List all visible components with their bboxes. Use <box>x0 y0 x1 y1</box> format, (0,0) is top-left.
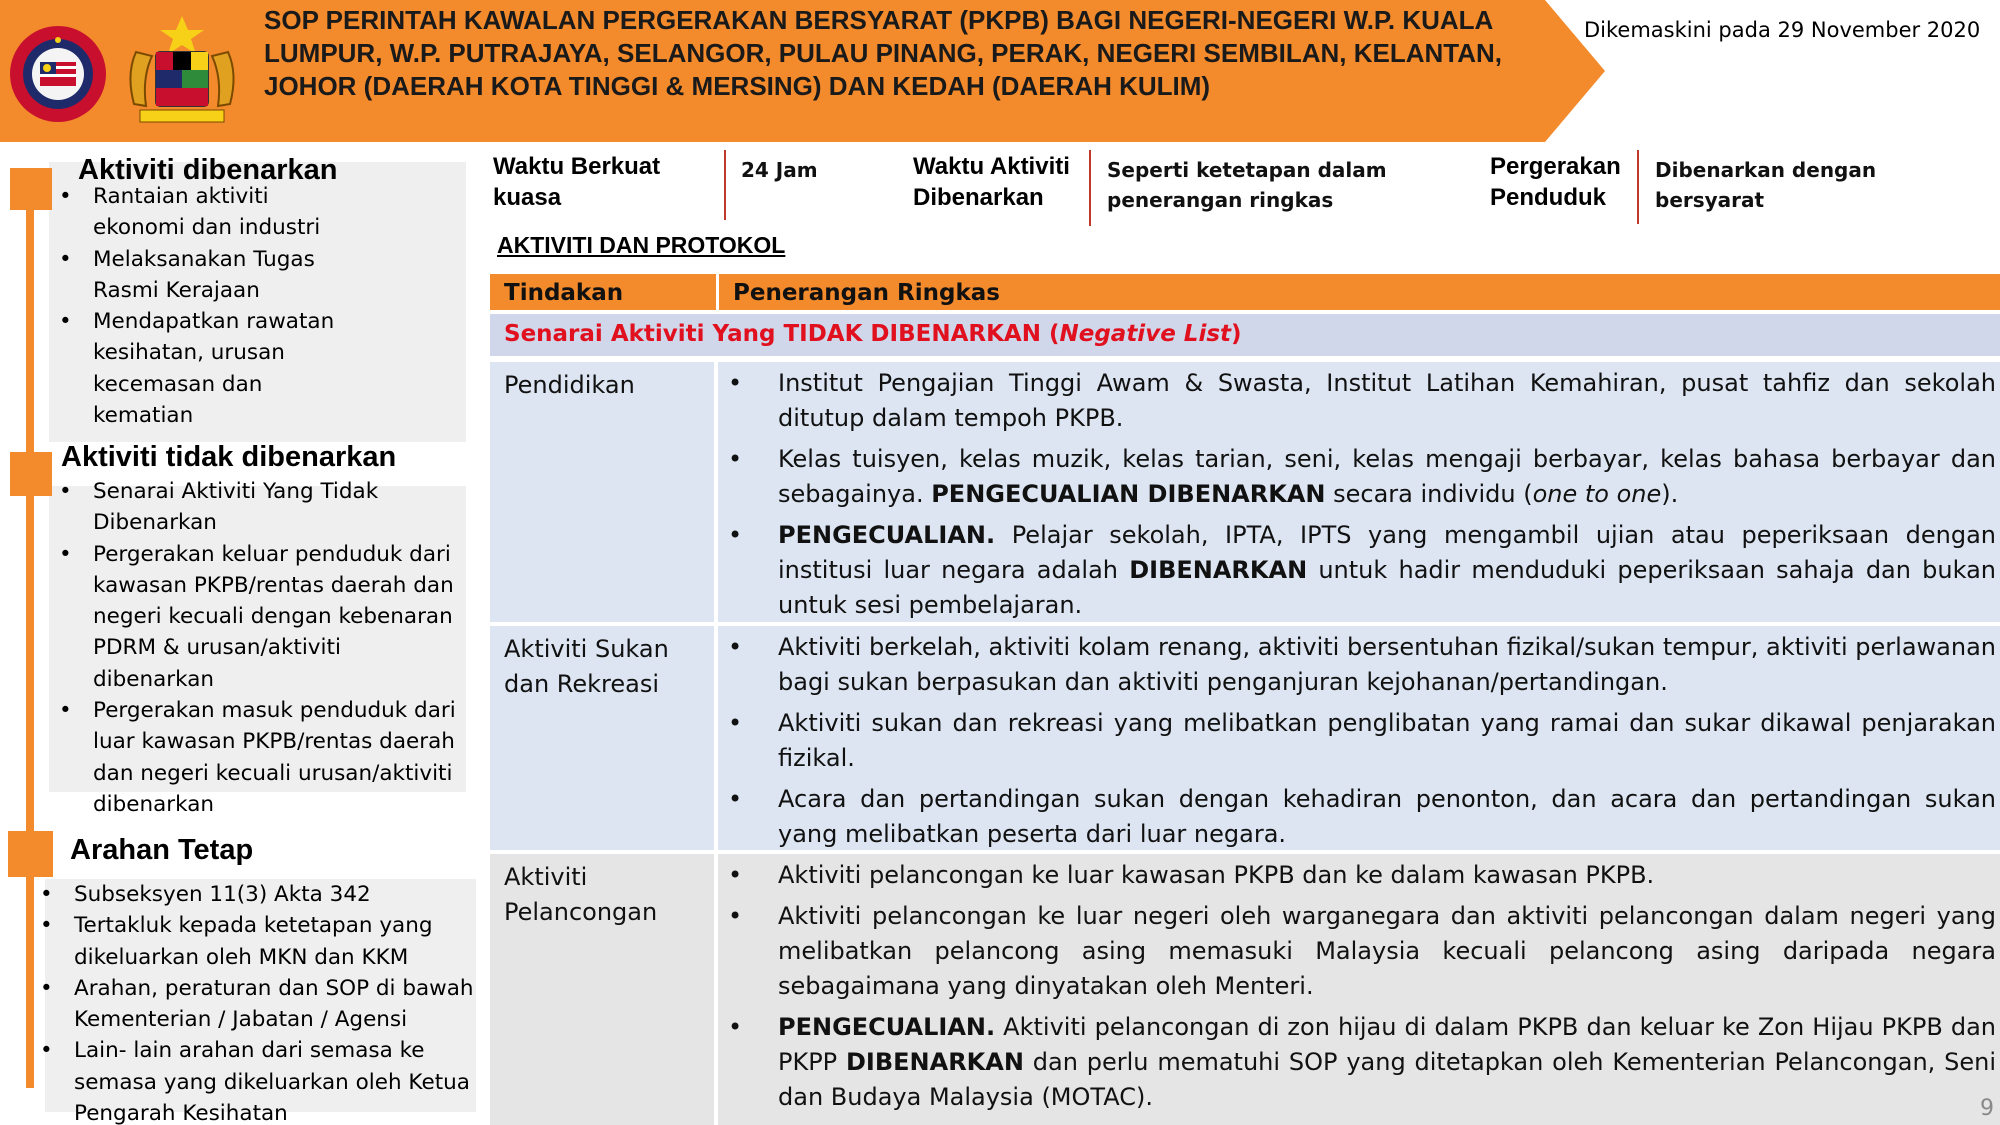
category-cell <box>490 854 714 1125</box>
timeline-line <box>26 190 34 1088</box>
list-item: • Kelas tuisyen, kelas muzik, kelas tarian, seni, kelas mengaji berbayar, kelas bahasa berbayar dan sebagainya. PENGECUALIAN DIBENARKAN secara individu (one to one). <box>718 442 2000 512</box>
standing-orders-heading: Arahan Tetap <box>70 834 254 866</box>
not-allowed-heading: Aktiviti tidak dibenarkan <box>61 441 397 473</box>
page-number: 9 <box>1980 1096 1994 1121</box>
not-allowed-list <box>59 476 465 820</box>
header-divider <box>716 274 719 310</box>
timeline-node-not-allowed <box>10 452 52 496</box>
list-item: • PENGECUALIAN. Aktiviti pelancongan di zon hijau di dalam PKPB dan keluar ke Zon Hijau PKPB dan PKPP DIBENARKAN dan perlu mematuhi SOP yang ditetapkan oleh Kementerian Pelancongan, Seni dan Budaya Malaysia (MOTAC). <box>718 1010 2000 1115</box>
category-cell <box>490 362 714 622</box>
table-row-pelancongan <box>490 854 2000 1125</box>
list-item: • Pergerakan keluar penduduk dari kawasan PKPB/rentas daerah dan negeri kecuali dengan kebenaran PDRM & urusan/aktiviti dibenarkan <box>59 539 465 695</box>
list-item: • Aktiviti sukan dan rekreasi yang melibatkan penglibatan yang ramai dan sukar dikawal penjarakan fizikal. <box>718 706 2000 776</box>
category-cell <box>490 626 714 850</box>
list-item: • Lain- lain arahan dari semasa ke semasa yang dikeluarkan oleh Ketua Pengarah Kesihatan <box>40 1035 476 1125</box>
list-item: • Mendapatkan rawatan kesihatan, urusan kecemasan dan kematian <box>59 306 344 431</box>
duration-label: Waktu Berkuat kuasa <box>493 153 661 211</box>
list-item: • Rantaian aktiviti ekonomi dan industri <box>59 181 344 244</box>
negative-list-suffix: ) <box>1231 321 1242 347</box>
list-item: • Aktiviti pelancongan ke luar negeri oleh warganegara dan aktiviti pelancongan dalam negeri yang melibatkan pelancong asing memasuki Malaysia kecuali pelancong asing daripada negara sebagaimana yang dinyatakan oleh Menteri. <box>718 899 2000 1004</box>
list-item: • Institut Pengajian Tinggi Awam & Swasta, Institut Latihan Kemahiran, pusat tahfiz dan sekolah ditutup dalam tempoh PKPB. <box>718 366 2000 436</box>
list-item: • Subseksyen 11(3) Akta 342 <box>40 879 476 910</box>
category-label: Aktiviti Sukan dan Rekreasi <box>504 635 669 698</box>
coat-of-arms-logo <box>112 14 252 128</box>
list-item: • Tertakluk kepada ketetapan yang dikeluarkan oleh MKN dan KKM <box>40 910 476 973</box>
negative-list-title <box>504 321 1242 347</box>
divider <box>724 150 726 220</box>
description-cell <box>718 854 2000 1125</box>
list-item: • Arahan, peraturan dan SOP di bawah Kementerian / Jabatan / Agensi <box>40 973 476 1036</box>
description-cell <box>718 626 2000 850</box>
list-item: • Aktiviti berkelah, aktiviti kolam renang, aktiviti bersentuhan fizikal/sukan tempur, aktiviti perlawanan bagi sukan berpasukan dan aktiviti penganjuran kejohanan/pertandingan. <box>718 630 2000 700</box>
negative-list-row <box>490 314 2000 356</box>
duration-value: 24 Jam <box>741 158 818 182</box>
movement-value: Dibenarkan dengan bersyarat <box>1655 158 1877 212</box>
description-cell <box>718 362 2000 622</box>
list-item: • Acara dan pertandingan sukan dengan kehadiran penonton, dan acara dan pertandingan sukan yang melibatkan peserta dari luar negara. <box>718 782 2000 852</box>
divider <box>1637 150 1639 224</box>
nsc-logo <box>8 24 108 124</box>
activity-time-label: Waktu Aktiviti Dibenarkan <box>913 153 1070 211</box>
list-item: • Melaksanakan Tugas Rasmi Kerajaan <box>59 244 344 307</box>
section-title: AKTIVITI DAN PROTOKOL <box>497 232 786 258</box>
list-item: • PENGECUALIAN. Pelajar sekolah, IPTA, IPTS yang mengambil ujian atau peperiksaan dengan institusi luar negara adalah DIBENARKAN untuk hadir menduduki peperiksaan sahaja dan bukan untuk sesi pembelajaran. <box>718 518 2000 623</box>
column-header-action: Tindakan <box>504 280 624 306</box>
category-label: Pendidikan <box>504 371 635 399</box>
page-title: SOP PERINTAH KAWALAN PERGERAKAN BERSYARAT (PKPB) BAGI NEGERI-NEGERI W.P. KUALA LUMPUR, W.P. PUTRAJAYA, SELANGOR, PULAU PINANG, PERAK, NEGERI SEMBILAN, KELANTAN, JOHOR (DAERAH KOTA TINGGI & MERSING) DAN KEDAH (DAERAH KULIM) <box>264 5 1503 101</box>
allowed-heading: Aktiviti dibenarkan <box>78 154 338 186</box>
movement-label: Pergerakan Penduduk <box>1490 153 1621 211</box>
category-label: Aktiviti Pelancongan <box>504 863 658 926</box>
list-item: • Pergerakan masuk penduduk dari luar kawasan PKPB/rentas daerah dan negeri kecuali urusan/aktiviti dibenarkan <box>59 695 465 820</box>
updated-date: Dikemaskini pada 29 November 2020 <box>1584 18 1981 42</box>
list-item: • Senarai Aktiviti Yang Tidak Dibenarkan <box>59 476 465 539</box>
table-row-sukan <box>490 626 2000 850</box>
standing-orders-list <box>40 879 476 1125</box>
table-row-pendidikan <box>490 362 2000 622</box>
divider <box>1089 150 1091 226</box>
description-list <box>718 630 2000 858</box>
timeline-node-standing-orders <box>8 831 53 877</box>
timeline-node-allowed <box>10 168 52 210</box>
description-list <box>718 858 2000 1121</box>
activity-time-value: Seperti ketetapan dalam penerangan ringkas <box>1107 158 1387 212</box>
negative-list-italic: Negative List <box>1059 321 1232 347</box>
description-list <box>718 366 2000 629</box>
list-item: • Aktiviti pelancongan ke luar kawasan PKPB dan ke dalam kawasan PKPB. <box>718 858 2000 893</box>
negative-list-prefix: Senarai Aktiviti Yang TIDAK DIBENARKAN ( <box>504 321 1060 347</box>
column-header-description: Penerangan Ringkas <box>733 280 1000 306</box>
allowed-list <box>59 181 344 431</box>
